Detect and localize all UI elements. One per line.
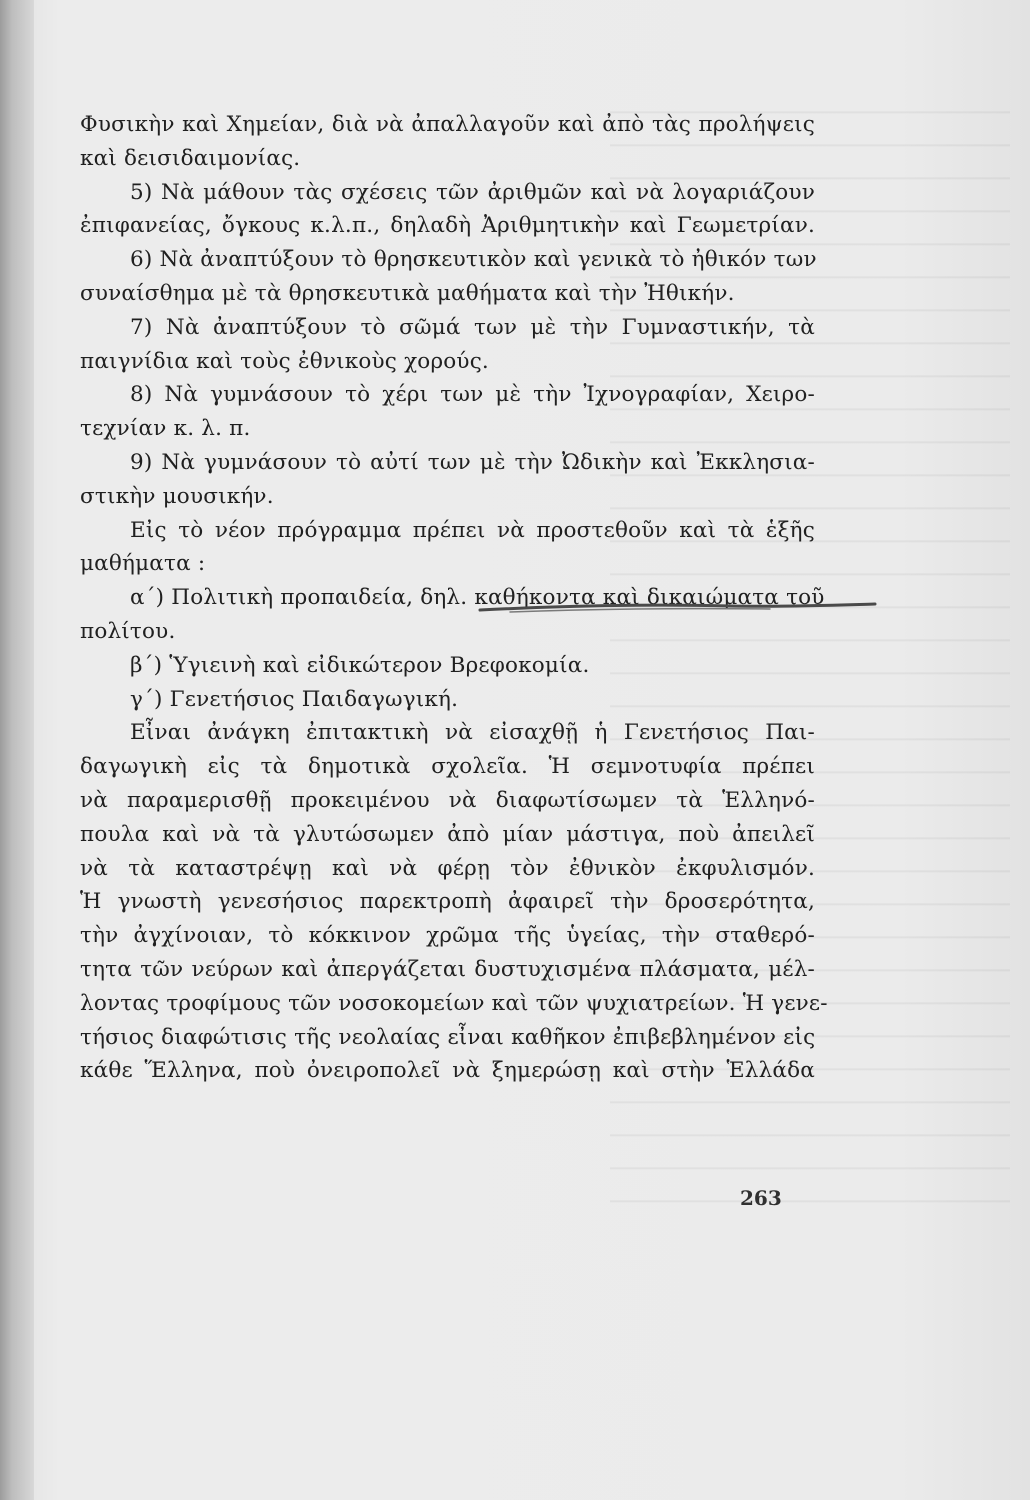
text-line: καὶ δεισιδαιμονίας. [80,145,301,171]
text-line: τήσιος διαφώτισις τῆς νεολαίας εἶναι καθῆκον ἐπιβεβλημένον εἰς [80,1024,816,1050]
text-line: τὴν ἀγχίνοιαν, τὸ κόκκινον χρῶμα τῆς ὑγείας, τὴν σταθερό- [80,923,815,949]
text-line: ἐπιφανείας, ὄγκους κ.λ.π., δηλαδὴ Ἀριθμητικὴν καὶ Γεωμετρίαν. [80,213,815,239]
text-line: τητα τῶν νεύρων καὶ ἀπεργάζεται δυστυχισμένα πλάσματα, μέλ- [80,956,815,982]
text-line: πολίτου. [80,618,176,644]
text-line: πουλα καὶ νὰ τὰ γλυτώσωμεν ἀπὸ μίαν μάστιγα, ποὺ ἀπειλεῖ [80,821,815,847]
text-line: παιγνίδια καὶ τοὺς ἐθνικοὺς χορούς. [80,348,489,374]
binding-shadow [0,0,34,1500]
text-line: τεχνίαν κ. λ. π. [80,416,251,442]
text-line: Ἡ γνωστὴ γενεσήσιος παρεκτροπὴ ἀφαιρεῖ τὴν δροσερότητα, [80,889,815,915]
text-line: Εἰς τὸ νέον πρόγραμμα πρέπει νὰ προστεθοῦν καὶ τὰ ἑξῆς [130,517,815,543]
text-line: 6) Νὰ ἀναπτύξουν τὸ θρησκευτικὸν καὶ γενικὰ τὸ ἠθικόν των [130,247,817,273]
text-line: συναίσθημα μὲ τὰ θρησκευτικὰ μαθήματα καὶ τὴν Ἠθικήν. [80,280,735,306]
text-line: νὰ τὰ καταστρέψῃ καὶ νὰ φέρῃ τὸν ἐθνικὸν ἐκφυλισμόν. [80,855,815,881]
text-line: 7) Νὰ ἀναπτύξουν τὸ σῶμά των μὲ τὴν Γυμναστικήν, τὰ [130,314,815,340]
text-line: νὰ παραμερισθῇ προκειμένου νὰ διαφωτίσωμεν τὰ Ἑλληνό- [80,787,815,813]
text-line: στικὴν μουσικήν. [80,483,274,509]
text-line: μαθήματα : [80,551,206,577]
pencil-underline-mark [470,598,882,616]
text-line: 5) Νὰ μάθουν τὰς σχέσεις τῶν ἀριθμῶν καὶ νὰ λογαριάζουν [130,179,815,205]
text-line: 8) Νὰ γυμνάσουν τὸ χέρι των μὲ τὴν Ἰχνογραφίαν, Χειρο- [130,382,815,408]
text-line: 9) Νὰ γυμνάσουν τὸ αὐτί των μὲ τὴν Ὠδικὴν καὶ Ἐκκλησια- [130,449,815,475]
text-line: Εἶναι ἀνάγκη ἐπιτακτικὴ νὰ εἰσαχθῇ ἡ Γενετήσιος Παι- [130,720,815,746]
text-line: λοντας τροφίμους τῶν νοσοκομείων καὶ τῶν ψυχιατρείων. Ἡ γενε- [80,990,828,1016]
text-line: Φυσικὴν καὶ Χημείαν, διὰ νὰ ἀπαλλαγοῦν καὶ ἀπὸ τὰς προλήψεις [80,112,815,137]
text-line: γ΄) Γενετήσιος Παιδαγωγική. [130,686,459,712]
text-line: δαγωγικὴ εἰς τὰ δημοτικὰ σχολεῖα. Ἡ σεμνοτυφία πρέπει [80,754,815,780]
text-line: κάθε Ἕλληνα, ποὺ ὀνειροπολεῖ νὰ ξημερώσῃ καὶ στὴν Ἑλλάδα [80,1058,815,1084]
text-line: β΄) Ὑγιεινὴ καὶ εἰδικώτερον Βρεφοκομία. [130,652,590,678]
text-line: α΄) Πολιτικὴ προπαιδεία, δηλ. καθήκοντα καὶ δικαιώματα τοῦ [130,585,825,611]
page-number: 263 [740,1186,782,1210]
